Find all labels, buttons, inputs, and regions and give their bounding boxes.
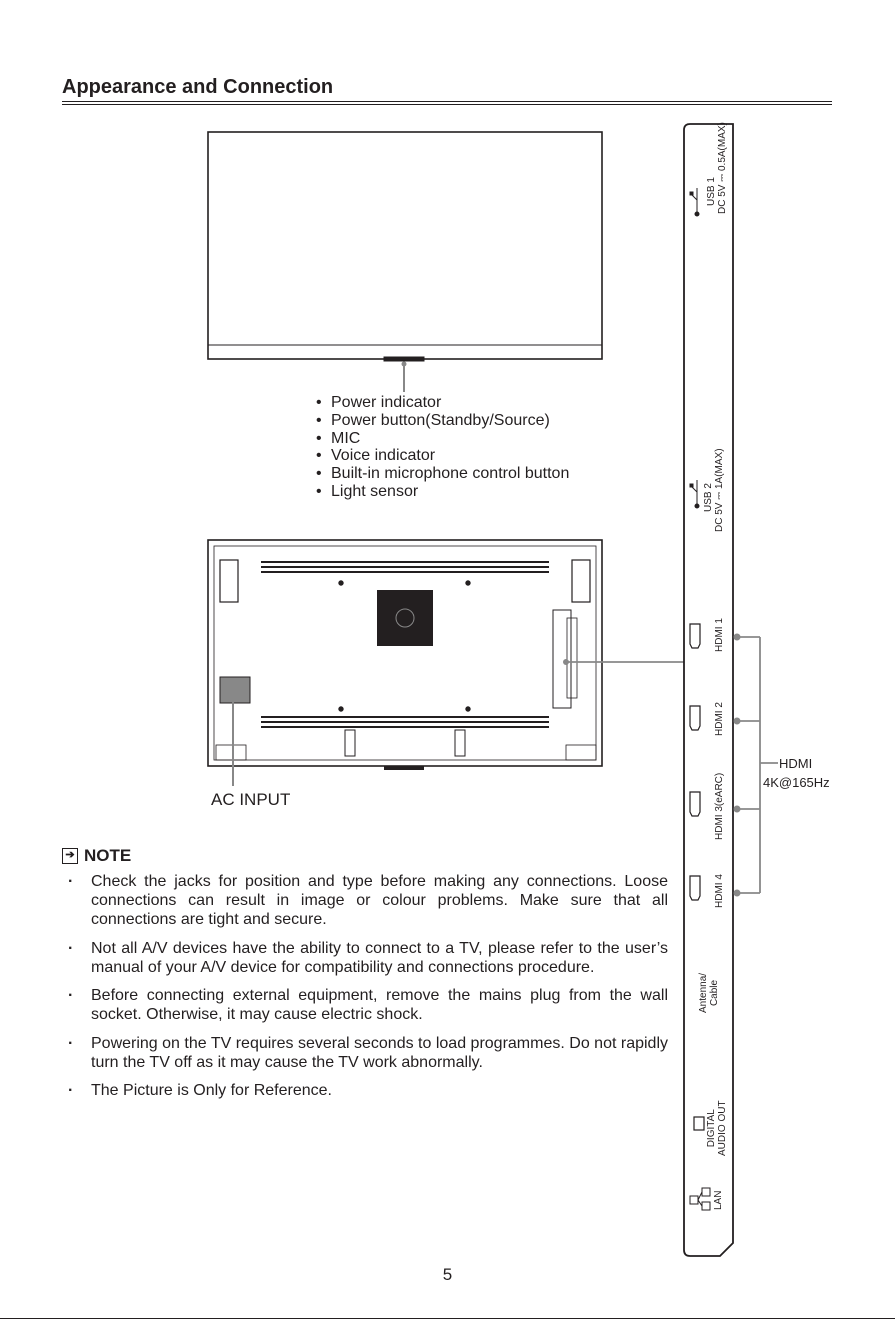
feature-item: • Voice indicator [316, 447, 569, 465]
digital-line1: DIGITAL [706, 1109, 717, 1148]
hdmi-port-icon [690, 624, 700, 648]
hdmi1-label: HDMI 1 [714, 618, 725, 652]
antenna-label [698, 973, 720, 1013]
hdmi-port-icon [690, 706, 700, 730]
ac-input-label: AC INPUT [211, 790, 291, 809]
note-list [62, 872, 668, 1110]
hdmi-callout-label: HDMI [779, 756, 813, 771]
hdmi3-label: HDMI 3(eARC) [714, 772, 725, 840]
digital-audio-label [706, 1100, 728, 1156]
feature-item: • MIC [316, 430, 569, 448]
side-connector-panel [684, 124, 778, 1256]
usb2-label [703, 448, 725, 532]
note-item: · Not all A/V devices have the ability to connect to a TV, please refer to the user’s manual of your A/V device for compatibility and connections procedure. [62, 939, 668, 977]
note-item: · The Picture is Only for Reference. [62, 1081, 668, 1100]
feature-item: • Light sensor [316, 483, 569, 501]
usb-icon [690, 480, 699, 508]
note-item: · Powering on the TV requires several seconds to load programmes. Do not rapidly turn the TV off as it may cause the TV work abnormally. [62, 1034, 668, 1072]
front-feature-list [316, 394, 569, 501]
bottom-rule [0, 1318, 895, 1319]
usb1-rating: DC 5V ⎓ 0.5A(MAX) [717, 122, 728, 214]
usb1-label [706, 122, 728, 214]
note-item: · Check the jacks for position and type before making any connections. Loose connections can result in image or colour problems. Make sure that all connections are tight and secure. [62, 872, 668, 929]
note-heading [62, 846, 131, 866]
antenna-line1: Antenna/ [698, 972, 709, 1013]
note-item: · Before connecting external equipment, remove the mains plug from the wall socket. Otherwise, it may cause electric shock. [62, 986, 668, 1024]
arrow-note-icon: ➔ [62, 848, 78, 864]
hdmi4-label: HDMI 4 [714, 874, 725, 908]
feature-item: • Power button(Standby/Source) [316, 412, 569, 430]
digital-line2: AUDIO OUT [717, 1100, 728, 1156]
note-heading-text: NOTE [84, 846, 132, 865]
tv-back-view [208, 540, 684, 786]
hdmi-port-icon [690, 876, 700, 900]
usb2-name: USB 2 [703, 483, 714, 512]
tv-front-view [208, 132, 602, 392]
hdmi-port-icon [690, 792, 700, 816]
antenna-line2: Cable [709, 979, 720, 1007]
usb-icon [690, 188, 699, 216]
feature-item: • Power indicator [316, 394, 569, 412]
hdmi-callout-spec: 4K@165Hz [763, 775, 830, 790]
hdmi2-label: HDMI 2 [714, 702, 725, 736]
lan-label: LAN [713, 1190, 724, 1210]
usb1-name: USB 1 [706, 177, 717, 206]
lan-icon [690, 1188, 710, 1210]
optical-port-icon [694, 1117, 704, 1130]
page-number: 5 [442, 1265, 453, 1284]
usb2-rating: DC 5V ⎓ 1A(MAX) [714, 448, 725, 532]
page-title: Appearance and Connection [62, 76, 334, 98]
feature-item: • Built-in microphone control button [316, 465, 569, 483]
